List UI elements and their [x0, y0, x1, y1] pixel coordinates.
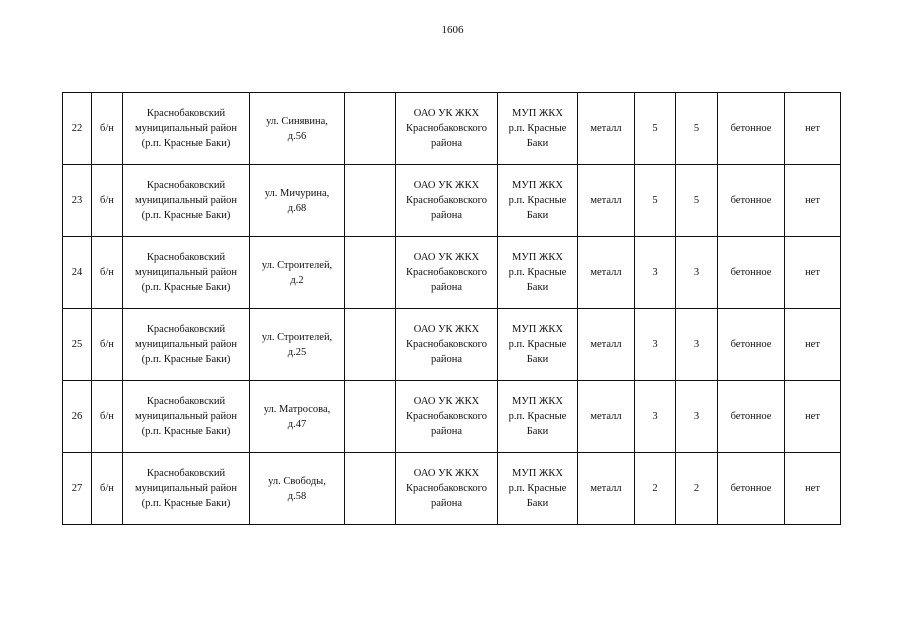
empty-cell [345, 165, 396, 237]
operator-line: МУП ЖКХ [512, 468, 563, 479]
fence-cell: нет [785, 309, 841, 381]
address-line: ул. Свободы, [268, 475, 326, 487]
row-number-cell: 23 [63, 165, 92, 237]
district-line: Краснобаковский [146, 252, 226, 263]
operator-line: Баки [526, 426, 549, 437]
managing-company-line: Краснобаковского [406, 411, 487, 422]
district-line: Краснобаковский [146, 180, 226, 191]
container-count-cell: 2 [635, 453, 676, 525]
managing-company-line: ОАО УК ЖКХ [413, 108, 480, 119]
container-count-cell: 3 [635, 237, 676, 309]
inventory-number-cell: б/н [92, 453, 123, 525]
inventory-number-cell: б/н [92, 165, 123, 237]
managing-company-line: Краснобаковского [406, 195, 487, 206]
inventory-number-cell: б/н [92, 237, 123, 309]
empty-cell [345, 237, 396, 309]
surface-type-cell: бетонное [718, 453, 785, 525]
address-line: ул. Строителей, [261, 259, 333, 271]
material-cell: металл [578, 93, 635, 165]
managing-company-line: ОАО УК ЖКХ [413, 468, 480, 479]
address-line: ул. Синявина, [266, 115, 328, 127]
district-cell [123, 93, 250, 165]
district-line: Краснобаковский [146, 468, 226, 479]
row-number-cell: 22 [63, 93, 92, 165]
managing-company-cell [396, 309, 498, 381]
table-row [63, 453, 841, 525]
district-cell [123, 237, 250, 309]
address-line: д.68 [287, 202, 307, 214]
address-line: ул. Строителей, [261, 331, 333, 343]
address-cell [250, 453, 345, 525]
address-line: д.25 [287, 346, 307, 358]
operator-cell [498, 381, 578, 453]
address-line: д.56 [287, 130, 307, 142]
district-line: муниципальный район [134, 339, 238, 350]
address-line: д.2 [290, 274, 304, 286]
managing-company-line: ОАО УК ЖКХ [413, 324, 480, 335]
container-count-cell: 3 [635, 309, 676, 381]
district-cell [123, 165, 250, 237]
fence-cell: нет [785, 237, 841, 309]
operator-line: р.п. Красные [508, 411, 567, 422]
surface-type-cell: бетонное [718, 237, 785, 309]
row-number-cell: 25 [63, 309, 92, 381]
container-count-cell: 5 [635, 93, 676, 165]
empty-cell [345, 93, 396, 165]
address-cell [250, 381, 345, 453]
surface-type-cell: бетонное [718, 381, 785, 453]
operator-line: МУП ЖКХ [512, 396, 563, 407]
managing-company-cell [396, 381, 498, 453]
fence-cell: нет [785, 165, 841, 237]
operator-line: р.п. Красные [508, 339, 567, 350]
container-count-b-cell: 3 [676, 237, 718, 309]
managing-company-line: района [430, 354, 463, 365]
fence-cell: нет [785, 93, 841, 165]
surface-type-cell: бетонное [718, 309, 785, 381]
inventory-number-cell: б/н [92, 93, 123, 165]
container-count-b-cell: 3 [676, 381, 718, 453]
managing-company-line: ОАО УК ЖКХ [413, 396, 480, 407]
operator-cell [498, 453, 578, 525]
district-line: (р.п. Красные Баки) [141, 282, 231, 293]
district-cell [123, 309, 250, 381]
district-line: (р.п. Красные Баки) [141, 354, 231, 365]
address-line: д.58 [287, 490, 307, 502]
fence-cell: нет [785, 453, 841, 525]
material-cell: металл [578, 165, 635, 237]
address-cell [250, 165, 345, 237]
operator-line: р.п. Красные [508, 195, 567, 206]
address-line: д.47 [287, 418, 307, 430]
operator-line: Баки [526, 354, 549, 365]
table-row [63, 93, 841, 165]
managing-company-cell [396, 453, 498, 525]
operator-line: р.п. Красные [508, 483, 567, 494]
managing-company-cell [396, 165, 498, 237]
operator-line: Баки [526, 138, 549, 149]
address-line: ул. Мичурина, [264, 187, 330, 199]
row-number-cell: 26 [63, 381, 92, 453]
material-cell: металл [578, 309, 635, 381]
district-line: муниципальный район [134, 267, 238, 278]
operator-cell [498, 165, 578, 237]
empty-cell [345, 453, 396, 525]
operator-line: МУП ЖКХ [512, 324, 563, 335]
operator-cell [498, 309, 578, 381]
managing-company-line: района [430, 138, 463, 149]
inventory-number-cell: б/н [92, 381, 123, 453]
operator-line: МУП ЖКХ [512, 108, 563, 119]
operator-line: р.п. Красные [508, 123, 567, 134]
managing-company-line: ОАО УК ЖКХ [413, 252, 480, 263]
empty-cell [345, 381, 396, 453]
managing-company-line: Краснобаковского [406, 339, 487, 350]
managing-company-line: ОАО УК ЖКХ [413, 180, 480, 191]
table-row [63, 381, 841, 453]
table-row [63, 165, 841, 237]
district-cell [123, 381, 250, 453]
district-line: (р.п. Красные Баки) [141, 138, 231, 149]
district-line: муниципальный район [134, 411, 238, 422]
registry-table [62, 92, 841, 525]
table-body [63, 93, 841, 525]
district-line: Краснобаковский [146, 396, 226, 407]
row-number-cell: 24 [63, 237, 92, 309]
district-line: муниципальный район [134, 195, 238, 206]
container-count-b-cell: 2 [676, 453, 718, 525]
managing-company-line: Краснобаковского [406, 123, 487, 134]
district-line: муниципальный район [134, 123, 238, 134]
operator-line: Баки [526, 210, 549, 221]
material-cell: металл [578, 381, 635, 453]
container-count-b-cell: 5 [676, 93, 718, 165]
container-count-cell: 3 [635, 381, 676, 453]
row-number-cell: 27 [63, 453, 92, 525]
address-cell [250, 237, 345, 309]
page-number: 1606 [441, 24, 464, 36]
managing-company-line: Краснобаковского [406, 483, 487, 494]
container-count-b-cell: 5 [676, 165, 718, 237]
managing-company-line: района [430, 498, 463, 509]
managing-company-cell [396, 237, 498, 309]
address-cell [250, 93, 345, 165]
fence-cell: нет [785, 381, 841, 453]
operator-line: МУП ЖКХ [512, 180, 563, 191]
material-cell: металл [578, 453, 635, 525]
district-line: Краснобаковский [146, 108, 226, 119]
district-line: (р.п. Красные Баки) [141, 210, 231, 221]
empty-cell [345, 309, 396, 381]
address-line: ул. Матросова, [263, 403, 331, 415]
operator-cell [498, 237, 578, 309]
table-row [63, 309, 841, 381]
district-cell [123, 453, 250, 525]
managing-company-line: района [430, 282, 463, 293]
district-line: (р.п. Красные Баки) [141, 498, 231, 509]
address-cell [250, 309, 345, 381]
material-cell: металл [578, 237, 635, 309]
inventory-number-cell: б/н [92, 309, 123, 381]
district-line: (р.п. Красные Баки) [141, 426, 231, 437]
operator-line: Баки [526, 282, 549, 293]
managing-company-line: района [430, 210, 463, 221]
surface-type-cell: бетонное [718, 93, 785, 165]
table-row [63, 237, 841, 309]
managing-company-line: района [430, 426, 463, 437]
managing-company-cell [396, 93, 498, 165]
managing-company-line: Краснобаковского [406, 267, 487, 278]
container-count-cell: 5 [635, 165, 676, 237]
operator-line: Баки [526, 498, 549, 509]
container-count-b-cell: 3 [676, 309, 718, 381]
operator-line: р.п. Красные [508, 267, 567, 278]
operator-cell [498, 93, 578, 165]
surface-type-cell: бетонное [718, 165, 785, 237]
operator-line: МУП ЖКХ [512, 252, 563, 263]
district-line: Краснобаковский [146, 324, 226, 335]
district-line: муниципальный район [134, 483, 238, 494]
